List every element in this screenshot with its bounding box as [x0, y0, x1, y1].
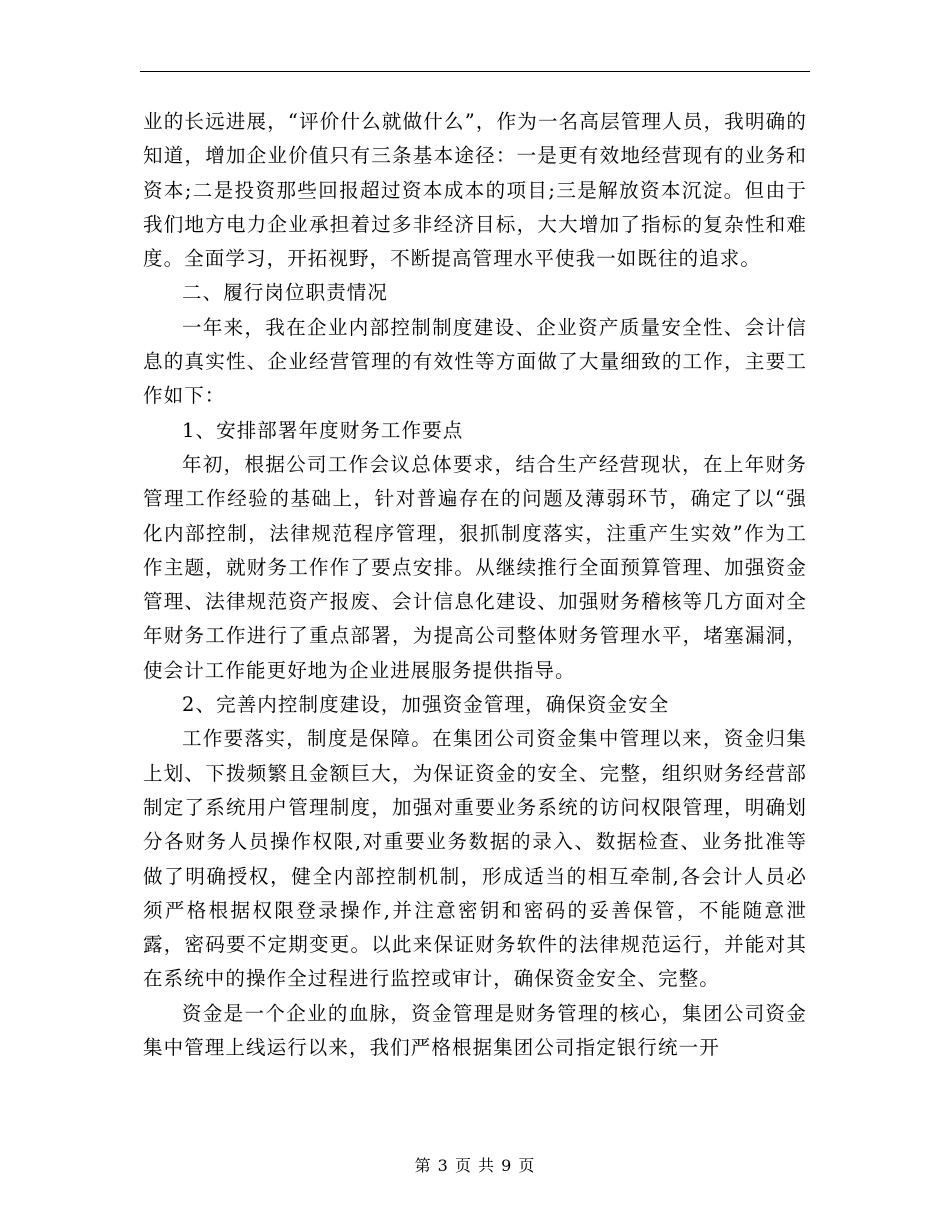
- subsection-heading: 1、安排部署年度财务工作要点: [182, 418, 464, 442]
- paragraph: 工作要落实，制度是保障。在集团公司资金集中管理以来，资金归集上划、下拨频繁且金额巨大，为保证资金的安全、完整，组织财务经营部制定了系统用户管理制度，加强对重要业务系统的访问权限管理，明确划分各财务人员操作权限,对重要业务数据的录入、数据检查、业务批准等做了明确授权，健全内部控制机制，形成适当的相互牵制,各会计人员必须严格根据权限登录操作,并注意密钥和密码的妥善保管，不能随意泄露，密码要不定期变更。以此来保证财务软件的法律规范运行，并能对其在系统中的操作全过程进行监控或审计，确保资金安全、完整。: [143, 727, 807, 991]
- section-heading: 二、履行岗位职责情况: [182, 281, 389, 305]
- page-footer: [0, 1156, 950, 1176]
- paragraph: 资金是一个企业的血脉，资金管理是财务管理的核心，集团公司资金集中管理上线运行以来，我们严格根据集团公司指定银行统一开: [143, 1001, 807, 1060]
- subsection-heading: 2、完善内控制度建设，加强资金管理，确保资金安全: [182, 693, 670, 717]
- paragraph: 一年来，我在企业内部控制制度建设、企业资产质量安全性、会计信息的真实性、企业经营管理的有效性等方面做了大量细致的工作，主要工作如下：: [143, 315, 807, 408]
- paragraph: 年初，根据公司工作会议总体要求，结合生产经营现状，在上年财务管理工作经验的基础上，针对普遍存在的问题及薄弱环节，确定了以“强化内部控制，法律规范程序管理，狠抓制度落实，注重产生实效”作为工作主题，就财务工作作了要点安排。从继续推行全面预算管理、加强资金管理、法律规范资产报废、会计信息化建设、加强财务稽核等几方面对全年财务工作进行了重点部署，为提高公司整体财务管理水平，堵塞漏洞，使会计工作能更好地为企业进展服务提供指导。: [143, 452, 807, 682]
- document-body: [143, 105, 807, 1065]
- header-rule: [140, 71, 810, 72]
- page-number: 第 3 页 共 9 页: [414, 1156, 536, 1175]
- paragraph: 业的长远进展，“评价什么就做什么”，作为一名高层管理人员，我明确的知道，增加企业价值只有三条基本途径：一是更有效地经营现有的业务和资本;二是投资那些回报超过资本成本的项目;三是解放资本沉淀。但由于我们地方电力企业承担着过多非经济目标，大大增加了指标的复杂性和难度。全面学习，开拓视野，不断提高管理水平使我一如既往的追求。: [143, 110, 807, 271]
